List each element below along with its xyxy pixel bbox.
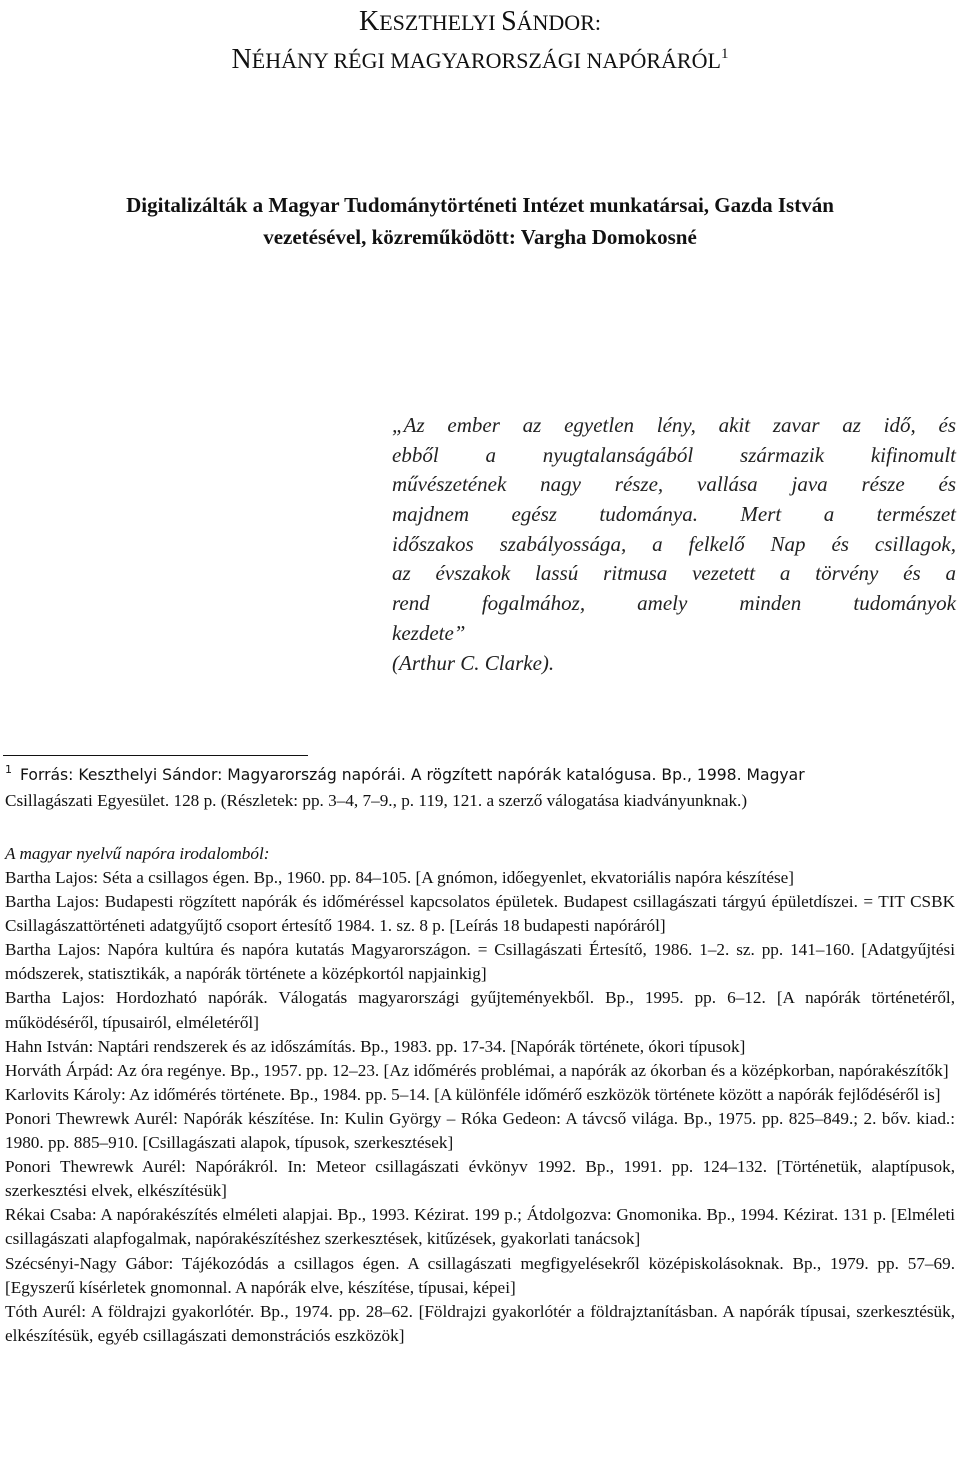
credit-line: Digitalizálták a Magyar Tudománytörténeti Intézet munkatársai, Gazda István <box>126 193 834 217</box>
work-title <box>60 41 900 83</box>
reference-entry: Bartha Lajos: Budapesti rögzített napórák és időméréssel kapcsolatos épületek. Budapest csillagászati tárgyú épületdíszei. = TIT CSBK Csillagászattörténeti adatgyűjtő csoport értesítő 1984. 1. sz. 8 p. [Leírás 18 budapesti napóráról] <box>5 892 955 936</box>
footnote-divider <box>3 755 308 756</box>
title-block <box>60 3 900 83</box>
quote-line: ebből a nyugtalanságából származik kifinomult <box>392 442 956 467</box>
footnote-source-text: Forrás: Keszthelyi Sándor: Magyarország napórái. A rögzített napórák katalógusa. Bp., 1998. Magyar <box>20 766 805 784</box>
author-title <box>60 3 900 41</box>
quote-line: az évszakok lassú ritmusa vezetett a törvény és a <box>392 561 956 586</box>
reference-entry: Szécsényi-Nagy Gábor: Tájékozódás a csillagos égen. A csillagászati megfigyelésekről középiskolásoknak. Bp., 1979. pp. 57–69. [Egyszerű kísérletek gnomonnal. A napórák elve, készítése, típusai, képei] <box>5 1253 955 1297</box>
title-initial: K <box>359 6 380 37</box>
quote-line: időszakos szabályossága, a felkelő Nap és csillagok, <box>392 531 956 556</box>
literature-heading: A magyar nyelvű napóra irodalomból: <box>5 844 270 863</box>
title-author-given: ÁNDOR: <box>516 10 601 35</box>
reference-entry: Bartha Lajos: Hordozható napórák. Válogatás magyarországi gyűjteményekből. Bp., 1995. pp. 6–12. [A napórák történetéről, működéséről, típusairól, elméletéről] <box>5 988 955 1032</box>
reference-entry: Ponori Thewrewk Aurél: Napórákról. In: Meteor csillagászati évkönyv 1992. Bp., 1991. pp. 124–132. [Történetük, alaptípusok, szerkesztési elvek, elkészítésük] <box>5 1157 955 1201</box>
reference-entry: Rékai Csaba: A napórakészítés elméleti alapjai. Bp., 1993. Kézirat. 199 p.; Átdolgozva: Gnomonika. Bp., 1994. Kézirat. 131 p. [Elméleti csillagászati alapfogalmak, napórakészítéshez szerkesztések, kitűzések, gyakorlati tanácsok] <box>5 1205 955 1249</box>
title-initial: N <box>231 44 252 75</box>
title-initial: S <box>501 6 517 37</box>
reference-entry: Tóth Aurél: A földrajzi gyakorlótér. Bp., 1974. pp. 28–62. [Földrajzi gyakorlótér a földrajztanításban. A napórák típusai, szerkesztésük, elkészítésük, egyéb csillagászati demonstrációs eszközök] <box>5 1301 955 1345</box>
quote-line: (Arthur C. Clarke). <box>392 650 555 675</box>
reference-entry: Horváth Árpád: Az óra regénye. Bp., 1957. pp. 12–23. [Az időmérés problémai, a napórák az ókorban és a középkorban, napórakészítők] <box>5 1060 949 1080</box>
quote-line: rend fogalmához, amely minden tudományok <box>392 591 956 616</box>
reference-entry: Ponori Thewrewk Aurél: Napórák készítése. In: Kulin György – Róka Gedeon: A távcső világa. Bp., 1975. pp. 825–849.; 2. bőv. kiad.: 1980. pp. 885–910. [Csillagászati alapok, típusok, szerkesztések] <box>5 1108 955 1153</box>
digitization-credit <box>50 189 910 253</box>
footnote <box>5 763 955 813</box>
title-author-surname: ESZTHELYI <box>379 10 502 35</box>
reference-entry: Bartha Lajos: Séta a csillagos égen. Bp., 1960. pp. 84–105. [A gnómon, időegyenlet, ekvatoriális napóra készítése] <box>5 868 795 887</box>
footnote-mark: 1 <box>5 763 12 776</box>
quote-line: kezdete” <box>392 620 466 645</box>
footnote-source-line <box>5 763 955 789</box>
footnote-reference[interactable]: 1 <box>720 46 729 62</box>
reference-list <box>5 866 955 1348</box>
quote-line: majdnem egész tudománya. Mert a természet <box>392 502 956 527</box>
credit-line: vezetésével, közreműködött: Vargha Domokosné <box>263 225 697 249</box>
title-work-text: ÉHÁNY RÉGI MAGYARORSZÁGI NAPÓRÁRÓL <box>251 48 721 73</box>
reference-entry: Hahn István: Naptári rendszerek és az időszámítás. Bp., 1983. pp. 17-34. [Napórák története, ókori típusok] <box>5 1036 746 1056</box>
quote-line: művészetének nagy része, vallása java része és <box>392 472 956 497</box>
quote-line: „Az ember az egyetlen lény, akit zavar az idő, és <box>392 413 956 437</box>
epigraph-quote <box>392 411 956 678</box>
footnote-source-continuation: Csillagászati Egyesület. 128 p. (Részletek: pp. 3–4, 7–9., p. 119, 121. a szerző válogatása kiadványunknak.) <box>5 791 748 811</box>
reference-entry: Bartha Lajos: Napóra kultúra és napóra kutatás Magyarországon. = Csillagászati Értesítő, 1986. 1–2. sz. pp. 141–160. [Adatgyűjtési módszerek, statisztikák, a napórák története a középkortól napjainkig] <box>5 940 955 984</box>
reference-entry: Karlovits Károly: Az időmérés története. Bp., 1984. pp. 5–14. [A különféle időmérő eszközök története között a napórák fejlődéséről is] <box>5 1084 941 1104</box>
